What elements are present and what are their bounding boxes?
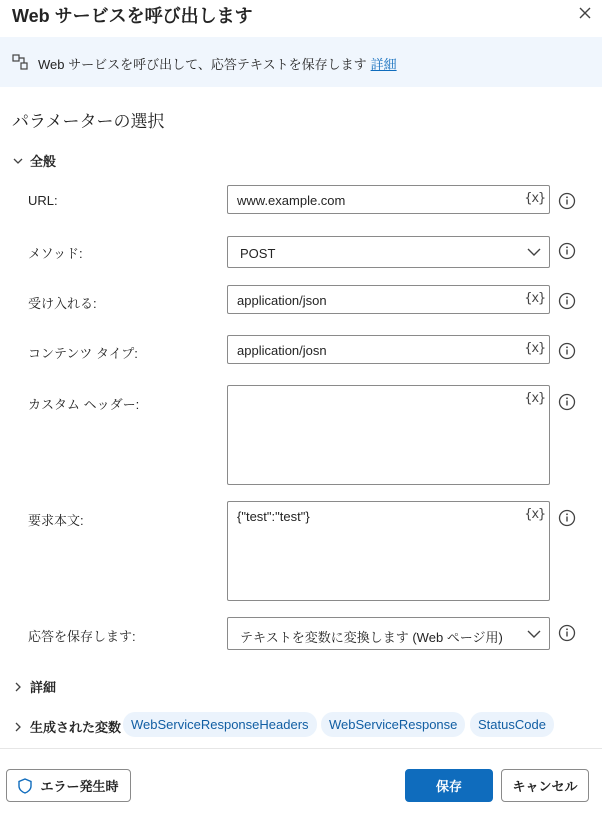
chevron-down-icon: [12, 155, 24, 167]
accept-variable-button[interactable]: {x}: [524, 291, 545, 306]
content-type-value: application/josn: [237, 343, 327, 358]
save-response-value: テキストを変数に変換します (Web ページ用): [240, 630, 503, 645]
url-variable-button[interactable]: {x}: [524, 191, 545, 206]
chevron-right-icon: [12, 681, 24, 693]
url-field[interactable]: [227, 185, 550, 214]
info-text: [38, 54, 397, 73]
method-help-icon[interactable]: [558, 242, 576, 260]
custom-headers-variable-button[interactable]: {x}: [524, 391, 545, 406]
footer-divider: [0, 748, 602, 749]
variable-chip[interactable]: StatusCode: [470, 712, 554, 737]
custom-headers-label: カスタム ヘッダー:: [28, 397, 140, 412]
request-body-help-icon[interactable]: [558, 509, 576, 527]
request-body-variable-button[interactable]: {x}: [524, 507, 545, 522]
info-description: Web サービスを呼び出して、応答テキストを保存します: [38, 57, 367, 72]
content-type-label: コンテンツ タイプ:: [28, 346, 138, 361]
info-bar: [0, 37, 602, 87]
content-type-help-icon[interactable]: [558, 342, 576, 360]
method-label: メソッド:: [28, 246, 83, 261]
cancel-button[interactable]: キャンセル: [501, 769, 589, 802]
chevron-down-icon: [527, 247, 541, 257]
save-response-dropdown[interactable]: [227, 617, 550, 650]
section-title: パラメーターの選択: [12, 112, 165, 131]
url-label: URL:: [28, 193, 58, 208]
custom-headers-help-icon[interactable]: [558, 393, 576, 411]
save-response-label: 応答を保存します:: [28, 629, 136, 644]
request-body-textarea[interactable]: [227, 501, 550, 601]
request-body-value: {"test":"test"}: [237, 509, 310, 524]
variable-chip[interactable]: WebServiceResponse: [321, 712, 465, 737]
accept-help-icon[interactable]: [558, 292, 576, 310]
details-group-label: 詳細: [30, 680, 57, 695]
save-button[interactable]: 保存: [405, 769, 493, 802]
request-body-label: 要求本文:: [28, 513, 84, 528]
accept-value: application/json: [237, 293, 327, 308]
on-error-button[interactable]: [6, 769, 131, 802]
accept-field[interactable]: [227, 285, 550, 314]
on-error-label: エラー発生時: [40, 779, 119, 794]
method-value: POST: [240, 246, 276, 261]
dialog-title: Web サービスを呼び出します: [12, 6, 253, 26]
url-value: www.example.com: [237, 193, 346, 208]
web-service-icon: [12, 54, 28, 70]
chevron-right-icon: [12, 721, 24, 733]
content-type-field[interactable]: [227, 335, 550, 364]
shield-icon: [18, 778, 32, 794]
details-group-toggle[interactable]: [12, 677, 56, 696]
custom-headers-textarea[interactable]: [227, 385, 550, 485]
general-group-toggle[interactable]: [12, 151, 56, 170]
generated-vars-toggle[interactable]: [12, 717, 121, 736]
chevron-down-icon: [527, 629, 541, 639]
variable-chip[interactable]: WebServiceResponseHeaders: [123, 712, 317, 737]
content-type-variable-button[interactable]: {x}: [524, 341, 545, 356]
accept-label: 受け入れる:: [28, 296, 97, 311]
general-group-label: 全般: [30, 154, 57, 169]
details-link[interactable]: 詳細: [370, 57, 397, 72]
close-icon[interactable]: [576, 4, 594, 22]
generated-vars-label: 生成された変数: [30, 720, 122, 735]
method-dropdown[interactable]: [227, 236, 550, 268]
url-help-icon[interactable]: [558, 192, 576, 210]
save-response-help-icon[interactable]: [558, 624, 576, 642]
